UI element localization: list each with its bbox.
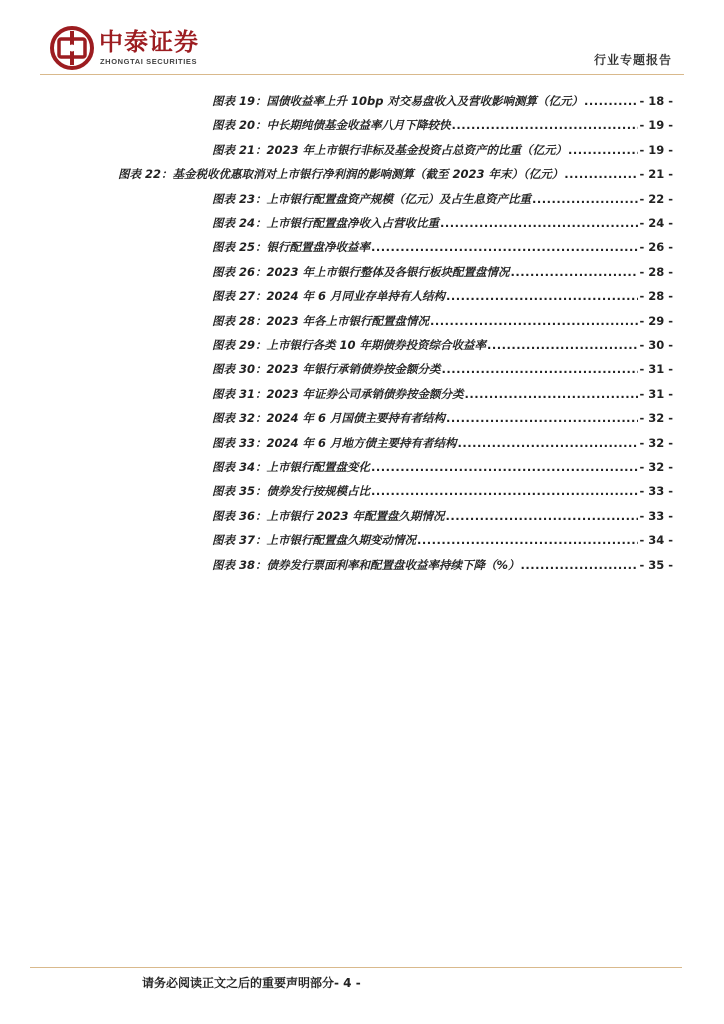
toc-entry-page: - 18 - [639, 94, 673, 108]
toc-entry[interactable] [212, 336, 673, 354]
toc-dot-leader [371, 482, 638, 500]
toc-entry-page: - 24 - [639, 216, 673, 230]
logo-chinese-name: 中泰证券 [99, 28, 199, 56]
toc-entry[interactable] [212, 116, 673, 134]
toc-entry-label: 图表 24： [212, 216, 267, 230]
toc-dot-leader [446, 507, 639, 525]
toc-entry-title: 国债收益率上升 10bp 对交易盘收入及营收影响测算（亿元） [266, 94, 583, 108]
toc-entry-page: - 35 - [639, 557, 673, 572]
report-type-label: 行业专题报告 [593, 53, 672, 67]
toc-entry[interactable] [212, 190, 673, 208]
toc-entry-title: 上市银行 2023 年配置盘久期情况 [266, 508, 445, 523]
toc-entry[interactable] [212, 385, 673, 403]
toc-entry-label: 图表 23： [212, 191, 267, 206]
toc-dot-leader [511, 263, 639, 281]
toc-entry-title: 2023 年银行承销债券按金额分类 [266, 362, 441, 377]
toc-entry-title: 基金税收优惠取消对上市银行净利润的影响测算（截至 2023 年末）（亿元） [172, 167, 564, 182]
toc-entry-title: 上市银行配置盘资产规模（亿元）及占生息资产比重 [266, 191, 532, 206]
toc-entry[interactable] [212, 507, 673, 525]
toc-entry-page: - 31 - [639, 386, 673, 401]
toc-entry-page: - 19 - [639, 118, 673, 133]
zhongtai-logo-icon [50, 26, 94, 70]
toc-entry-title: 上市银行配置盘久期变动情况 [266, 533, 417, 548]
toc-entry-label: 图表 29： [212, 338, 267, 352]
toc-entry[interactable] [212, 263, 673, 281]
toc-entry-title: 2023 年上市银行非标及基金投资占总资产的比重（亿元） [266, 142, 568, 157]
toc-entry[interactable] [212, 458, 673, 476]
toc-entry-title: 上市银行配置盘净收入占营收比重 [266, 216, 440, 230]
toc-entry-page: - 32 - [639, 460, 673, 474]
toc-entry-page: - 33 - [639, 484, 673, 499]
company-logo [50, 26, 220, 72]
toc-dot-leader [521, 556, 639, 574]
toc-entry-title: 银行配置盘净收益率 [266, 240, 371, 255]
toc-entry-page: - 28 - [639, 289, 673, 304]
toc-entry-title: 上市银行配置盘变化 [266, 460, 371, 474]
toc-entry-label: 图表 36： [212, 508, 267, 523]
toc-dot-leader [417, 531, 638, 549]
toc-entry-label: 图表 30： [212, 362, 267, 377]
toc-entry-label: 图表 34： [212, 460, 267, 474]
toc-dot-leader [568, 141, 638, 159]
toc-entry[interactable] [212, 92, 673, 110]
footer-page-number: - 4 - [334, 976, 361, 990]
toc-dot-leader [452, 116, 639, 134]
toc-entry[interactable] [212, 556, 673, 574]
toc-entry[interactable] [212, 409, 673, 427]
toc-entry[interactable] [212, 287, 673, 305]
toc-entry[interactable] [212, 360, 673, 378]
toc-entry-title: 2023 年证券公司承销债券按金额分类 [266, 386, 464, 401]
toc-entry[interactable] [118, 165, 673, 183]
toc-entry[interactable] [212, 214, 673, 232]
toc-entry-title: 2024 年 6 月国债主要持有者结构 [266, 411, 446, 426]
toc-dot-leader [430, 312, 638, 330]
toc-entry[interactable] [212, 434, 673, 452]
toc-dot-leader [465, 385, 639, 403]
toc-entry-label: 图表 26： [212, 264, 267, 279]
toc-dot-leader [564, 165, 638, 183]
toc-dot-leader [371, 238, 638, 256]
footer-divider [30, 967, 682, 968]
toc-entry-label: 图表 20： [212, 118, 267, 133]
toc-entry-title: 2023 年各上市银行配置盘情况 [266, 313, 430, 328]
page-footer [142, 975, 361, 991]
toc-entry-title: 2024 年 6 月同业存单持有人结构 [266, 289, 446, 304]
toc-entry[interactable] [212, 482, 673, 500]
toc-entry-page: - 19 - [639, 142, 673, 157]
toc-dot-leader [446, 409, 638, 427]
toc-entry-title: 中长期纯债基金收益率八月下降较快 [266, 118, 451, 133]
toc-entry-title: 2024 年 6 月地方债主要持有者结构 [266, 435, 457, 450]
toc-entry-page: - 28 - [639, 264, 673, 279]
toc-entry-label: 图表 37： [212, 533, 267, 548]
toc-entry-label: 图表 28： [212, 313, 267, 328]
logo-english-name: ZHONGTAI SECURITIES [100, 57, 198, 66]
toc-entry-label: 图表 19： [212, 94, 267, 108]
toc-entry-label: 图表 35： [212, 484, 267, 499]
toc-dot-leader [458, 434, 639, 452]
toc-dot-leader [532, 190, 638, 208]
toc-entry-page: - 21 - [639, 167, 673, 182]
toc-entry-page: - 32 - [639, 435, 673, 450]
header-divider [40, 74, 684, 75]
toc-entry-page: - 34 - [639, 533, 673, 548]
toc-dot-leader [440, 214, 638, 232]
toc-entry[interactable] [212, 312, 673, 330]
toc-entry-label: 图表 21： [212, 142, 267, 157]
toc-entry-label: 图表 25： [212, 240, 267, 255]
toc-entry-page: - 31 - [639, 362, 673, 377]
toc-entry-label: 图表 33： [212, 435, 267, 450]
toc-entry-title: 2023 年上市银行整体及各银行板块配置盘情况 [266, 264, 510, 279]
toc-entry-label: 图表 22： [118, 167, 173, 182]
toc-entry-label: 图表 31： [212, 386, 267, 401]
toc-entry-page: - 30 - [639, 338, 673, 352]
toc-entry-page: - 29 - [639, 313, 673, 328]
toc-entry[interactable] [212, 531, 673, 549]
footer-disclaimer: 请务必阅读正文之后的重要声明部分 [142, 976, 335, 990]
toc-dot-leader [584, 92, 638, 110]
toc-entry[interactable] [212, 238, 673, 256]
toc-entry-label: 图表 38： [212, 557, 267, 572]
toc-dot-leader [487, 336, 638, 354]
toc-entry-label: 图表 32： [212, 411, 267, 426]
toc-entry-title: 债券发行按规模占比 [266, 484, 371, 499]
toc-dot-leader [442, 360, 639, 378]
toc-entry-page: - 33 - [639, 508, 673, 523]
toc-entry-page: - 26 - [639, 240, 673, 255]
toc-entry-label: 图表 27： [212, 289, 267, 304]
toc-entry-title: 上市银行各类 10 年期债券投资综合收益率 [266, 338, 487, 352]
toc-entry-page: - 22 - [639, 191, 673, 206]
toc-dot-leader [446, 287, 638, 305]
toc-entry-title: 债券发行票面利率和配置盘收益率持续下降（%） [266, 557, 520, 572]
toc-entry[interactable] [212, 141, 673, 159]
toc-entry-page: - 32 - [639, 411, 673, 426]
toc-dot-leader [371, 458, 638, 476]
page-header [0, 0, 724, 80]
